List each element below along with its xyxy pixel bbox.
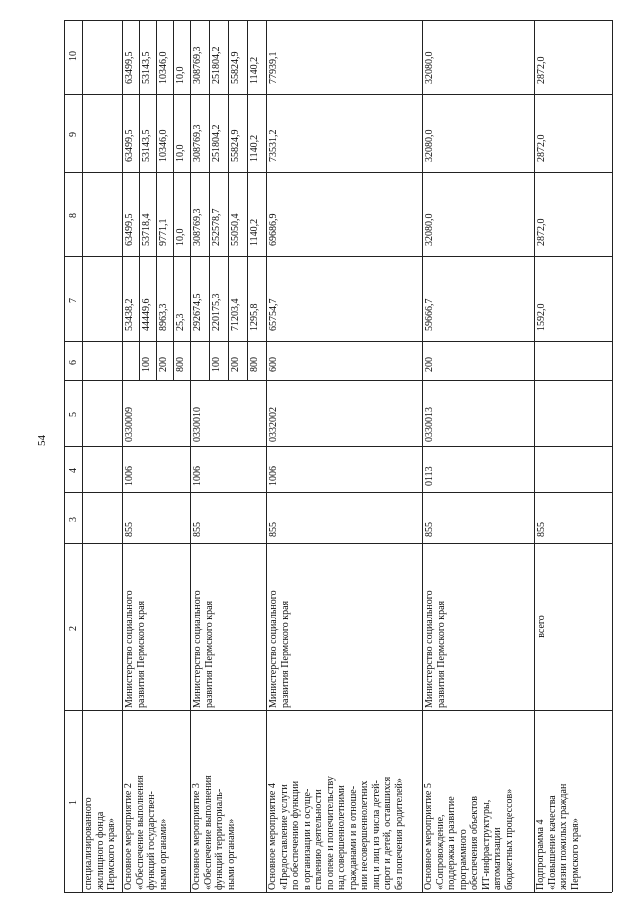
row-value-8: 63499,5 [124, 213, 135, 246]
row-value-7: 71203,4 [230, 298, 241, 331]
row-value-10: 53143,5 [141, 51, 152, 84]
row-value-9: 55824,9 [230, 129, 241, 162]
row-value-7: 292674,5 [192, 293, 203, 331]
row-value-10: 32080,0 [424, 51, 435, 84]
row-value-10: 308769,3 [192, 46, 203, 84]
row-value-7: 25,3 [175, 313, 186, 331]
column-header-8: 8 [68, 213, 79, 218]
row-value-7: 59666,7 [424, 298, 435, 331]
row-value-9: 10,0 [175, 144, 186, 162]
row-cs-code: 0330013 [424, 407, 435, 442]
row-value-7: 8963,3 [158, 303, 169, 331]
budget-table [64, 20, 612, 892]
row-value-8: 55050,4 [230, 213, 241, 246]
row-cs-code: 0330009 [124, 407, 135, 442]
row-vr-code: 800 [249, 357, 260, 372]
row-name: специализированного жилищного фонда Пермского края» [83, 797, 117, 890]
page-number: 54 [36, 435, 48, 446]
row-rz-code: 1006 [268, 466, 279, 486]
column-header-7: 7 [68, 297, 79, 303]
row-value-8: 2872,0 [536, 218, 547, 246]
column-header-10: 10 [68, 51, 79, 61]
row-value-8: 252578,7 [211, 208, 222, 246]
row-vr-code: 800 [175, 357, 186, 372]
table-rule [64, 543, 612, 544]
column-header-3: 3 [68, 516, 79, 522]
row-value-9: 308769,3 [192, 124, 203, 162]
row-name: Подпрограмма 4 «Повышение качества жизни пожилых граждан Пермского края» [535, 783, 581, 890]
row-vr-code: 200 [158, 357, 169, 372]
row-gr-code: 855 [536, 522, 547, 537]
table-rule [64, 380, 612, 381]
row-agency: Министерство социального развития Пермского края [268, 590, 291, 708]
row-value-10: 63499,5 [124, 51, 135, 84]
row-vr-code: 100 [211, 357, 222, 372]
column-header-4: 4 [68, 468, 79, 473]
row-rz-code: 1006 [192, 466, 203, 486]
table-rule [139, 20, 140, 380]
row-value-7: 220175,3 [211, 293, 222, 331]
table-rule [64, 492, 612, 493]
row-value-9: 63499,5 [124, 129, 135, 162]
row-rz-code: 0113 [424, 466, 435, 486]
row-name: Основное мероприятие 5 «Сопровождение, поддержка и развитие программного обеспечения объектов ИТ-инфраструктуры, автоматизации бюджетных процессов» [423, 783, 515, 890]
column-header-9: 9 [68, 132, 79, 137]
row-value-10: 1140,2 [249, 56, 260, 84]
row-vr-code: 200 [230, 357, 241, 372]
row-value-10: 251804,2 [211, 46, 222, 84]
row-name: Основное мероприятие 3 «Обеспечение выполнения функций территориаль- ными органами» [191, 775, 237, 890]
row-vr-code: 200 [424, 357, 435, 372]
row-value-9: 251804,2 [211, 124, 222, 162]
table-rule [64, 172, 612, 173]
row-value-9: 32080,0 [424, 129, 435, 162]
row-agency: Министерство социального развития Пермского края [124, 590, 147, 708]
row-value-8: 308769,3 [192, 208, 203, 246]
table-rule [64, 20, 65, 892]
table-rule [64, 710, 612, 711]
row-agency: Министерство социального развития Пермского края [424, 590, 447, 708]
table-rule [209, 20, 210, 380]
row-cs-code: 0332002 [268, 407, 279, 442]
row-value-8: 1140,2 [249, 218, 260, 246]
row-value-8: 69686,9 [268, 213, 279, 246]
row-agency: всего [536, 615, 547, 638]
table-rule [64, 256, 612, 257]
row-value-10: 2872,0 [536, 56, 547, 84]
table-rule [156, 20, 157, 380]
table-rule [612, 20, 613, 892]
row-value-10: 10,0 [175, 66, 186, 84]
column-header-5: 5 [68, 412, 79, 417]
row-value-7: 65754,7 [268, 298, 279, 331]
table-rule [64, 446, 612, 447]
row-value-9: 53143,5 [141, 129, 152, 162]
row-value-9: 10346,0 [158, 129, 169, 162]
row-value-10: 10346,0 [158, 51, 169, 84]
table-rule [228, 20, 229, 380]
column-header-6: 6 [68, 359, 79, 365]
row-vr-code: 100 [141, 357, 152, 372]
row-value-7: 44449,6 [141, 298, 152, 331]
row-value-9: 73531,2 [268, 129, 279, 162]
row-value-7: 1295,8 [249, 303, 260, 331]
table-rule [64, 20, 612, 21]
column-header-1: 1 [68, 800, 79, 805]
row-name: Основное мероприятие 4 «Предоставление услуги по обеспечению функции в организации и осуще- ствлению деятельности по опеке и попечительству над совершеннолетними гражданами и в отноше- нии несовершеннолетних лиц и лиц из числа детей- сирот и детей, оставшихся без попечения родителей» [267, 776, 405, 890]
table-rule [247, 20, 248, 380]
row-value-8: 32080,0 [424, 213, 435, 246]
row-value-7: 1592,0 [536, 303, 547, 331]
row-value-10: 55824,9 [230, 51, 241, 84]
row-value-8: 10,0 [175, 228, 186, 246]
row-value-8: 53718,4 [141, 213, 152, 246]
row-agency: Министерство социального развития Пермского края [192, 590, 215, 708]
row-gr-code: 855 [192, 522, 203, 537]
table-rule [64, 892, 612, 893]
row-gr-code: 855 [268, 522, 279, 537]
table-rule [64, 94, 612, 95]
row-value-10: 77939,1 [268, 51, 279, 84]
row-value-7: 53438,2 [124, 298, 135, 331]
row-name: Основное мероприятие 2 «Обеспечение выполнения функций государствен- ными органами» [123, 775, 169, 890]
row-gr-code: 855 [424, 522, 435, 537]
row-value-8: 9771,1 [158, 218, 169, 246]
row-value-9: 2872,0 [536, 134, 547, 162]
row-value-9: 1140,2 [249, 134, 260, 162]
table-rule [173, 20, 174, 380]
row-vr-code: 600 [268, 357, 279, 372]
row-rz-code: 1006 [124, 466, 135, 486]
column-header-2: 2 [68, 625, 79, 631]
row-cs-code: 0330010 [192, 407, 203, 442]
row-gr-code: 855 [124, 522, 135, 537]
